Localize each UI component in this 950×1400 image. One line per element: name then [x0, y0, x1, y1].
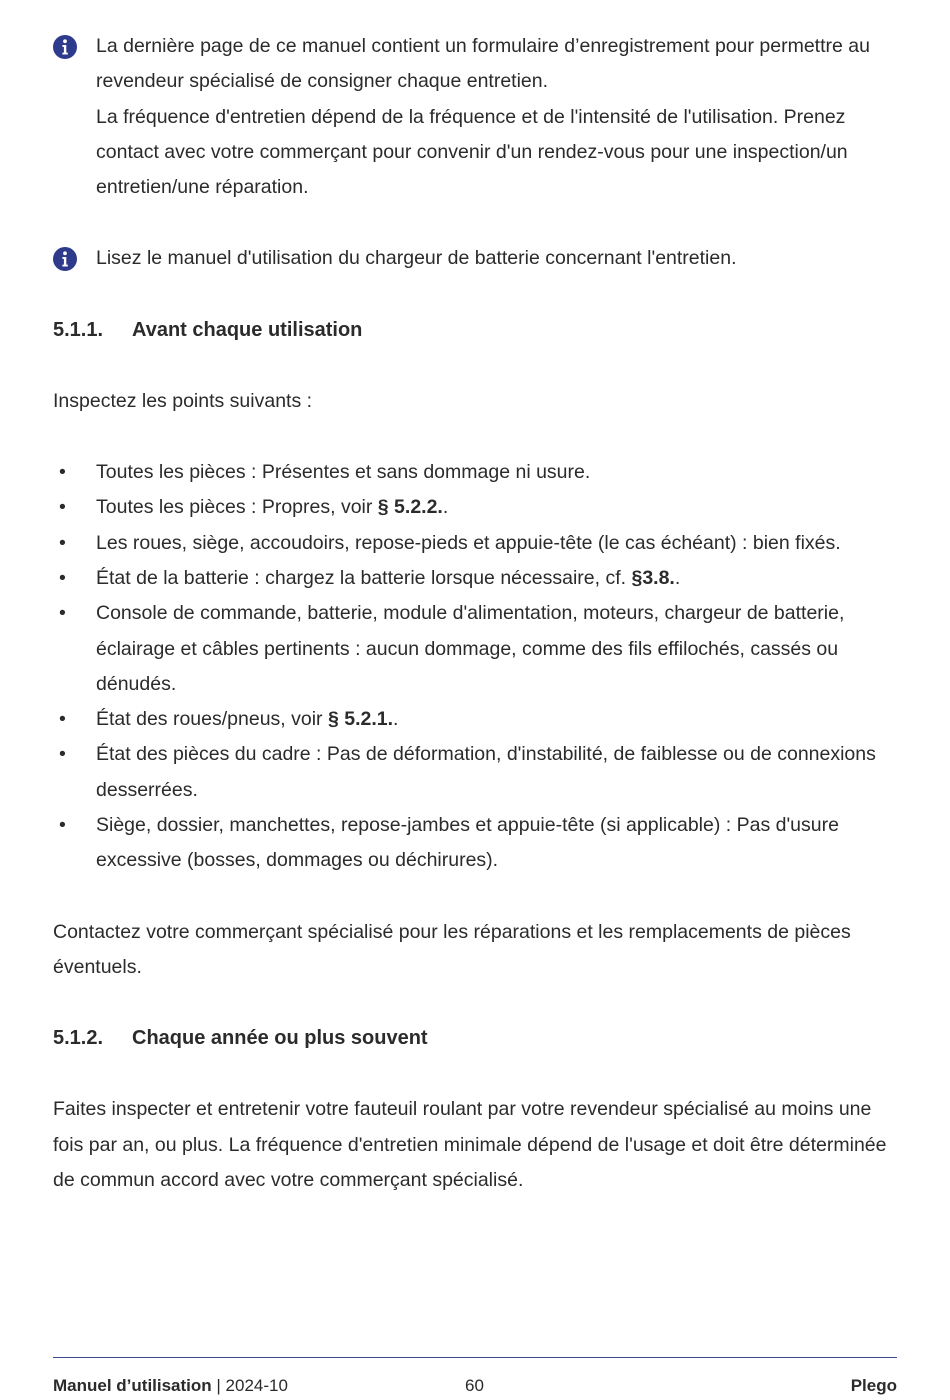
item-text: Console de commande, batterie, module d'alimentation, moteurs, chargeur de batterie, éclairage et câbles pertinents : aucun dommage, comme des fils effilochés, cassés ou dénudés. — [96, 602, 845, 695]
item-text: État des roues/pneus, voir — [96, 708, 328, 731]
checklist-item-text — [96, 561, 898, 596]
item-text: État des pièces du cadre : Pas de déformation, d'instabilité, de faiblesse ou de connexions desserrées. — [96, 743, 876, 801]
section-heading-5-1-1 — [53, 313, 898, 348]
section-body: Faites inspecter et entretenir votre fauteuil roulant par votre revendeur spécialisé au moins une fois par an, ou plus. La fréquence d'entretien minimale dépend de l'usage et doit être déterminée de commun accord avec votre commerçant spécialisé. — [53, 1098, 887, 1191]
footer-left — [53, 1376, 288, 1396]
manual-page — [53, 29, 898, 1198]
item-punctuation: . — [442, 496, 449, 519]
bullet-marker: • — [59, 566, 66, 589]
info-icon — [53, 29, 96, 64]
section-title: Chaque année ou plus souvent — [132, 1027, 428, 1050]
checklist-item-text — [96, 737, 898, 808]
section-number: 5.1.2. — [53, 1027, 104, 1050]
item-text: Toutes les pièces : Propres, voir — [96, 496, 378, 519]
checklist-item-text — [96, 455, 898, 490]
section-intro: Inspectez les points suivants : — [53, 389, 313, 412]
checklist-item-text — [96, 596, 898, 702]
note-text: La fréquence d'entretien dépend de la fréquence et de l'intensité de l'utilisation. Prenez contact avec votre commerçant pour convenir d'un rendez-vous pour une inspection/un entretien/une réparation. — [96, 105, 848, 199]
bullet-marker: • — [59, 496, 66, 519]
bullet-marker: • — [59, 743, 66, 766]
info-note-charger — [53, 241, 898, 276]
checklist-item — [53, 490, 898, 525]
section-heading-5-1-2 — [53, 1021, 898, 1056]
section-title: Avant chaque utilisation — [132, 318, 363, 341]
footer-date: 2024-10 — [225, 1376, 288, 1395]
bullet-marker: • — [59, 814, 66, 837]
inspection-checklist — [53, 455, 898, 879]
bullet-marker: • — [59, 602, 66, 625]
item-text: Toutes les pièces : Présentes et sans dommage ni usure. — [96, 461, 591, 484]
footer-separator: | — [211, 1376, 226, 1395]
info-note-registration — [53, 29, 898, 205]
info-icon — [53, 241, 96, 276]
checklist-item — [53, 596, 898, 702]
note-text: La dernière page de ce manuel contient un formulaire d’enregistrement pour permettre au revendeur spécialisé de consigner chaque entretien. — [96, 35, 870, 93]
checklist-item — [53, 702, 898, 737]
checklist-item — [53, 526, 898, 561]
item-text: Les roues, siège, accoudoirs, repose-pieds et appuie-tête (le cas échéant) : bien fixés. — [96, 531, 841, 554]
section-reference: § 5.2.1. — [327, 708, 394, 731]
bullet-marker: • — [59, 531, 66, 554]
page-number: 60 — [465, 1376, 484, 1395]
checklist-item — [53, 808, 898, 879]
section-reference: § 5.2.2. — [377, 496, 443, 519]
checklist-item — [53, 737, 898, 808]
bullet-marker: • — [59, 461, 66, 484]
footer-rule — [53, 1357, 897, 1358]
checklist-item-text — [96, 702, 898, 737]
checklist-item-text — [96, 490, 898, 525]
item-text: Siège, dossier, manchettes, repose-jambes et appuie-tête (si applicable) : Pas d'usure excessive (bosses, dommages ou déchirures). — [96, 814, 839, 872]
checklist-item — [53, 455, 898, 490]
checklist-item-text — [96, 808, 898, 879]
brand-name: Plego — [850, 1376, 897, 1395]
bullet-marker: • — [59, 708, 66, 731]
manual-label: Manuel d’utilisation — [53, 1376, 212, 1395]
item-punctuation: . — [674, 566, 681, 589]
section-reference: §3.8. — [631, 566, 675, 589]
note-text: Lisez le manuel d'utilisation du chargeur de batterie concernant l'entretien. — [96, 247, 737, 270]
checklist-item — [53, 561, 898, 596]
item-text: État de la batterie : chargez la batterie lorsque nécessaire, cf. — [96, 566, 632, 589]
section-closing: Contactez votre commerçant spécialisé pour les réparations et les remplacements de pièces éventuels. — [53, 920, 851, 978]
item-punctuation: . — [393, 708, 399, 731]
section-number: 5.1.1. — [53, 318, 104, 341]
checklist-item-text — [96, 526, 898, 561]
page-footer — [53, 1376, 897, 1400]
